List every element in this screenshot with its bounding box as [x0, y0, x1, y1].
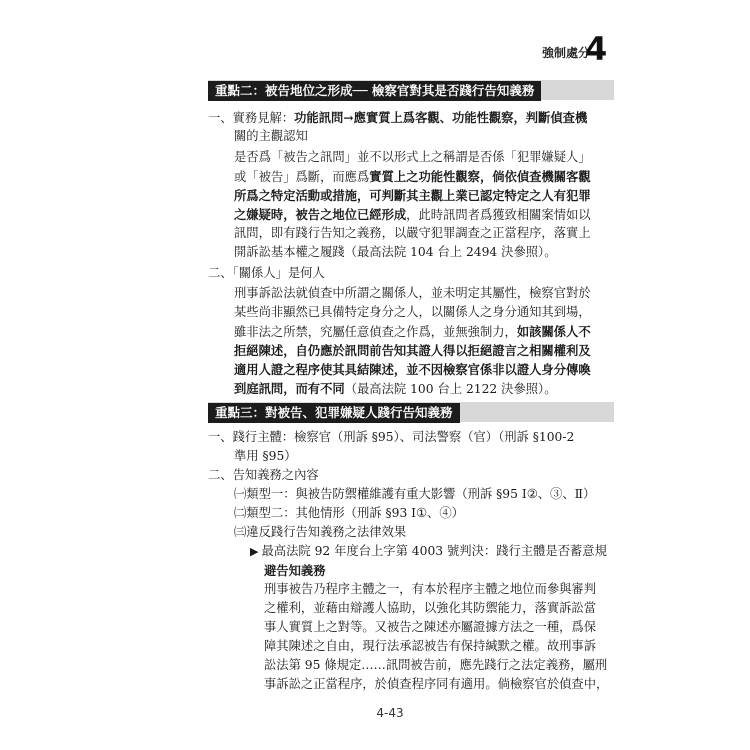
line-text: 事人實質上之對等。又被告之陳述亦屬證據方法之一種，爲保 [264, 620, 597, 634]
line-text: 踐行主體：檢察官（刑訴 §95）、司法警察（官）（刑訴 §100-2 [232, 430, 575, 444]
line-text: ，此時訊問者爲獲致相關案情如以 [406, 208, 591, 222]
line-text: 或「被告」爲斷，而應爲 [234, 170, 370, 184]
line-text: 刑事被告乃程序主體之一，有本於程序主體之地位而參與審判 [264, 582, 597, 596]
item-number: 二、 [208, 266, 233, 280]
text-line [264, 637, 596, 656]
page-number: 4-43 [376, 706, 404, 720]
line-text: 關的主觀認知 [234, 129, 308, 143]
text-line [234, 284, 591, 303]
text-line [264, 580, 596, 599]
text-line [234, 127, 308, 146]
text-line [234, 360, 591, 379]
item-number: 二、 [208, 468, 233, 482]
section-title-3: 重點三：對被告、犯罪嫌疑人踐行告知義務 [208, 403, 460, 423]
line-text: 最高法院 92 年度台上字第 4003 號判決：踐行主體是否蓄意規 [261, 544, 607, 558]
text-line [234, 447, 297, 466]
line-text: 雖非法之所禁，究屬任意偵查之作爲，並無強制力， [234, 325, 517, 339]
bold-text: 所爲之特定活動或措施，可判斷其主觀上業已認定特定之人有犯罪 [234, 188, 591, 203]
line-text: 之權利，並藉由辯護人協助，以強化其防禦能力，落實訴訟當 [264, 601, 597, 615]
line-text: ㈢違反踐行告知義務之法律效果 [234, 525, 407, 539]
text-line [264, 618, 596, 637]
text-line [234, 148, 591, 167]
text-line [234, 303, 591, 322]
text-line [234, 523, 406, 542]
text-line [208, 428, 574, 447]
text-line [234, 167, 591, 186]
item-label: 「關係人」是何人 [232, 266, 325, 280]
line-text: 障其陳述之自由，現行法承認被告有保持緘默之權。故刑事訴 [264, 639, 597, 653]
line-text: 某些尚非顯然已具備特定身分之人，以關係人之身分通知其到場， [234, 305, 591, 319]
bold-text: 適用人證之程序使其具結陳述，並不因檢察官係非以證人身分傳喚 [234, 362, 591, 377]
chapter-number: 4 [585, 30, 608, 68]
text-line [234, 322, 591, 341]
chapter-label: 強制處分 [541, 46, 590, 60]
line-text: 訟法第 95 條規定……訊問被告前，應先踐行之法定義務，屬刑 [264, 658, 608, 672]
bold-text: 如該關係人不 [516, 324, 591, 339]
triangle-bullet-icon: ▶ [250, 545, 259, 558]
bold-text: 拒絕陳述，自仍應於訊問前告知其證人得以拒絕證言之相關權利及 [234, 343, 591, 358]
item-label: 實務見解： [232, 111, 295, 125]
text-line [250, 542, 607, 561]
bold-text: 避告知義務 [264, 563, 326, 578]
bold-text: 之嫌疑時，被告之地位已經形成 [234, 207, 407, 222]
item-number: 一、 [208, 111, 233, 125]
line-text: 準用 §95） [234, 449, 297, 463]
item-number: 一、 [208, 430, 233, 444]
text-line [264, 599, 596, 618]
line-text: 是否爲「被告之訊問」並不以形式上之稱謂是否係「犯罪嫌疑人」 [234, 150, 591, 164]
text-line [234, 224, 591, 243]
text-line [264, 561, 326, 580]
text-line [234, 186, 591, 205]
line-text: 事訴訟之正當程序，於偵查程序同有適用。倘檢察官於偵查中， [264, 677, 609, 691]
text-line [234, 341, 591, 360]
line-text: 開訴訟基本權之履踐（最高法院 104 台上 2494 決參照）。 [234, 245, 557, 259]
line-text: （最高法院 100 台上 2122 決參照）。 [344, 382, 557, 396]
text-line [208, 108, 587, 127]
bold-text: 功能訊問→應實質上爲客觀、功能性觀察，判斷偵查機 [294, 110, 588, 125]
text-line [264, 656, 607, 675]
text-line [234, 504, 464, 523]
bold-text: 實質上之功能性觀察，倘依偵查機關客觀 [369, 169, 591, 184]
text-line [234, 485, 595, 504]
text-line [234, 205, 591, 224]
line-text: ㈡類型二：其他情形（刑訴 §93 Ⅰ①、④） [234, 506, 464, 520]
bold-text: 到庭訊問，而有不同 [234, 381, 345, 396]
text-line [264, 675, 608, 694]
text-line [234, 243, 557, 262]
section-title-2: 重點二：被告地位之形成── 檢察官對其是否踐行告知義務 [208, 81, 541, 101]
text-line [208, 466, 319, 485]
section-header-3 [208, 402, 614, 422]
line-text: 訊問，即有踐行告知之義務，以嚴守犯罪調查之正當程序，落實上 [234, 226, 591, 240]
line-text: ㈠類型一：與被告防禦權維護有重大影響（刑訴 §95 Ⅰ②、③、Ⅱ） [234, 487, 596, 501]
line-text: 刑事訴訟法就偵查中所謂之關係人，並未明定其屬性，檢察官對於 [234, 286, 591, 300]
text-line [208, 264, 325, 283]
item-label: 告知義務之內容 [232, 468, 319, 482]
text-line [234, 379, 557, 398]
section-header-2 [208, 80, 614, 100]
